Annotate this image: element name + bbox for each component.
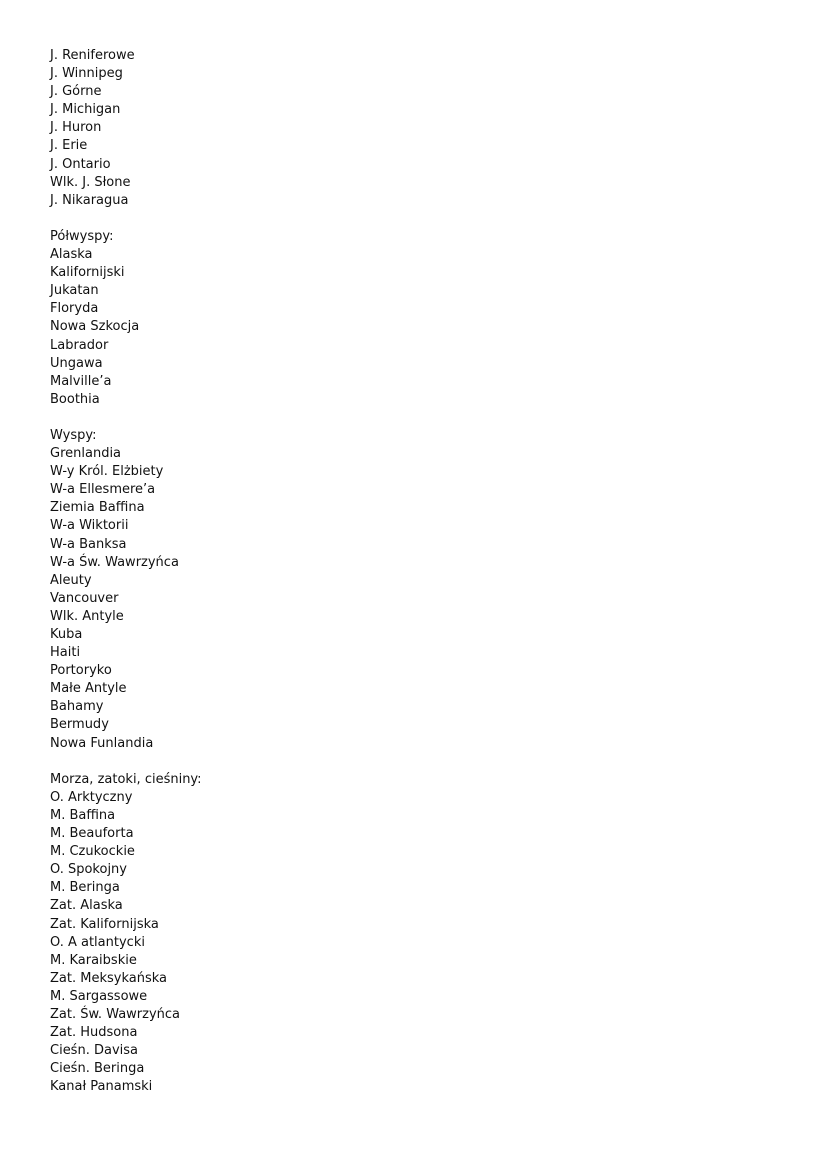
list-item: Portoryko — [50, 663, 112, 679]
list-item: W-a Ellesmere’a — [50, 482, 156, 498]
list-item: J. Michigan — [50, 102, 121, 118]
section-heading: Półwyspy: — [50, 228, 114, 244]
list-item: O. A atlantycki — [50, 934, 145, 950]
list-item: J. Nikaragua — [50, 192, 129, 208]
list-item: Haiti — [50, 645, 81, 661]
list-item: M. Czukockie — [50, 844, 135, 860]
list-item: O. Spokojny — [50, 862, 127, 878]
section-islands — [50, 427, 790, 753]
list-item: Kalifornijski — [50, 265, 125, 281]
list-item: Floryda — [50, 301, 99, 317]
list-item: Nowa Funlandia — [50, 735, 154, 751]
list-item: M. Karaibskie — [50, 952, 137, 968]
list-item: Malville’a — [50, 373, 112, 389]
list-item: Vancouver — [50, 590, 119, 606]
list-item: M. Sargassowe — [50, 988, 148, 1004]
section-heading: Wyspy: — [50, 427, 97, 443]
list-item: Wlk. J. Słone — [50, 174, 131, 190]
list-item: W-y Król. Elżbiety — [50, 464, 164, 480]
list-item: Ungawa — [50, 355, 103, 371]
list-item: Cieśn. Davisa — [50, 1043, 138, 1059]
list-item: J. Ontario — [50, 156, 111, 172]
list-item: J. Reniferowe — [50, 48, 135, 63]
list-item: Aleuty — [50, 572, 92, 588]
list-item: Bermudy — [50, 717, 109, 733]
list-item: Zat. Św. Wawrzyńca — [50, 1006, 181, 1022]
list-item: J. Huron — [50, 120, 102, 136]
section-seas — [50, 771, 790, 1097]
list-item: Ziemia Baffina — [50, 500, 145, 516]
list-item: M. Baffina — [50, 807, 116, 823]
list-item: M. Beauforta — [50, 826, 134, 842]
list-item: Cieśn. Beringa — [50, 1061, 145, 1077]
document-page — [50, 47, 790, 1096]
list-item: Małe Antyle — [50, 681, 127, 697]
list-item: Jukatan — [50, 283, 99, 299]
list-item: Zat. Hudsona — [50, 1025, 138, 1041]
list-item: Kanał Panamski — [50, 1079, 153, 1095]
list-item: O. Arktyczny — [50, 789, 133, 805]
section-heading: Morza, zatoki, cieśniny: — [50, 771, 202, 787]
list-item: Nowa Szkocja — [50, 319, 140, 335]
list-item: Grenlandia — [50, 446, 122, 462]
list-item: Alaska — [50, 247, 93, 263]
list-item: Labrador — [50, 337, 109, 353]
list-item: Zat. Kalifornijska — [50, 916, 159, 932]
list-item: Zat. Meksykańska — [50, 970, 167, 986]
section-peninsulas — [50, 228, 790, 409]
list-item: W-a Wiktorii — [50, 518, 129, 534]
list-item: J. Górne — [50, 84, 102, 100]
section-lakes — [50, 47, 790, 210]
list-item: W-a Św. Wawrzyńca — [50, 554, 179, 570]
list-item: Boothia — [50, 391, 100, 407]
list-item: Wlk. Antyle — [50, 608, 124, 624]
list-item: Bahamy — [50, 699, 104, 715]
list-item: M. Beringa — [50, 880, 120, 896]
list-item: J. Erie — [50, 138, 88, 154]
list-item: Zat. Alaska — [50, 898, 123, 914]
list-item: J. Winnipeg — [50, 66, 123, 82]
list-item: Kuba — [50, 627, 83, 642]
list-item: W-a Banksa — [50, 536, 127, 552]
